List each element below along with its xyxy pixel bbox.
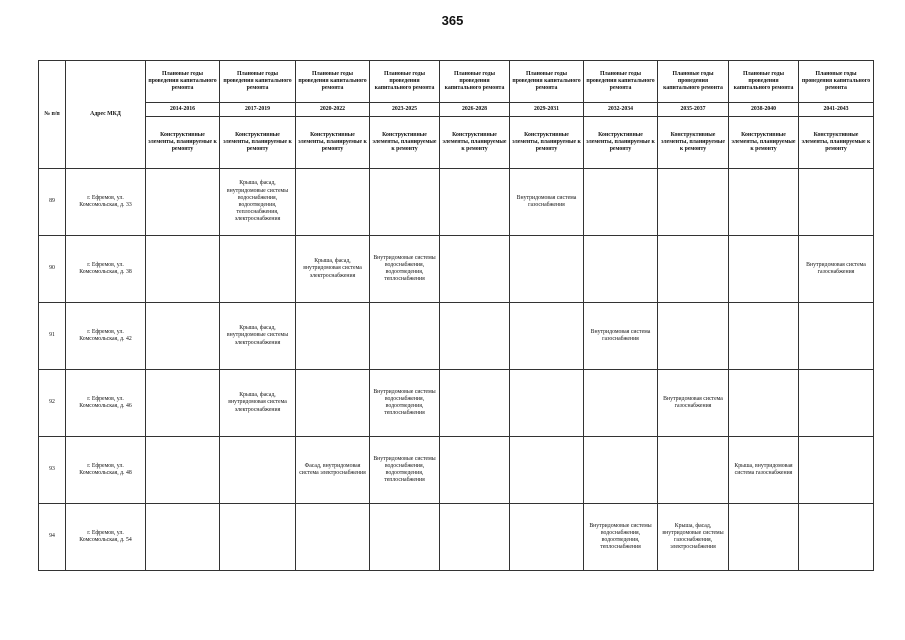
row-cell — [799, 303, 874, 370]
header-elements: Конструктивные элементы, планируемые к ремонту — [296, 117, 370, 169]
table-row — [39, 236, 874, 303]
row-cell: Внутридомовая система газоснабжения — [510, 169, 584, 236]
header-planned-years: Плановые годы проведения капитального ремонта — [658, 61, 729, 103]
header-period: 2014-2016 — [146, 103, 220, 117]
row-cell — [146, 504, 220, 571]
row-cell — [799, 437, 874, 504]
row-cell — [440, 236, 510, 303]
row-cell — [440, 303, 510, 370]
row-cell — [296, 370, 370, 437]
row-cell — [729, 169, 799, 236]
header-elements: Конструктивные элементы, планируемые к ремонту — [658, 117, 729, 169]
row-cell — [658, 236, 729, 303]
row-cell — [584, 370, 658, 437]
header-planned-years: Плановые годы проведения капитального ремонта — [220, 61, 296, 103]
row-num: 91 — [39, 303, 66, 370]
row-num: 92 — [39, 370, 66, 437]
row-cell — [146, 236, 220, 303]
header-period: 2029-2031 — [510, 103, 584, 117]
row-cell: Крыша, фасад, внутридомовая система электроснабжения — [220, 370, 296, 437]
header-planned-years: Плановые годы проведения капитального ремонта — [799, 61, 874, 103]
row-cell: Крыша, фасад, внутридомовая система электроснабжения — [296, 236, 370, 303]
row-cell — [296, 169, 370, 236]
header-planned-years: Плановые годы проведения капитального ремонта — [510, 61, 584, 103]
header-period: 2038-2040 — [729, 103, 799, 117]
row-cell: Крыша, фасад, внутридомовые системы электроснабжения — [220, 303, 296, 370]
header-planned-years: Плановые годы проведения капитального ремонта — [729, 61, 799, 103]
row-cell — [799, 504, 874, 571]
table-row — [39, 437, 874, 504]
header-period: 2041-2043 — [799, 103, 874, 117]
row-cell — [510, 236, 584, 303]
row-cell — [584, 236, 658, 303]
row-num: 93 — [39, 437, 66, 504]
row-cell — [658, 303, 729, 370]
row-cell — [146, 370, 220, 437]
row-cell — [220, 236, 296, 303]
table-row — [39, 504, 874, 571]
row-cell: Крыша, фасад, внутридомовые системы газоснабжения, электроснабжения — [658, 504, 729, 571]
header-period: 2023-2025 — [370, 103, 440, 117]
row-address: г. Ефремов, ул. Комсомольская, д. 54 — [66, 504, 146, 571]
row-address: г. Ефремов, ул. Комсомольская, д. 33 — [66, 169, 146, 236]
row-cell: Внутридомовая система газоснабжения — [799, 236, 874, 303]
header-elements: Конструктивные элементы, планируемые к ремонту — [440, 117, 510, 169]
row-cell — [729, 370, 799, 437]
header-planned-years: Плановые годы проведения капитального ремонта — [146, 61, 220, 103]
row-address: г. Ефремов, ул. Комсомольская, д. 38 — [66, 236, 146, 303]
row-cell — [799, 370, 874, 437]
row-cell — [370, 169, 440, 236]
row-cell — [370, 303, 440, 370]
row-cell — [440, 437, 510, 504]
row-cell — [799, 169, 874, 236]
header-num: № п/п — [39, 61, 66, 169]
header-address: Адрес МКД — [66, 61, 146, 169]
row-num: 89 — [39, 169, 66, 236]
row-cell: Крыша, фасад, внутридомовые системы водоснабжения, водоотведения, теплоснабжения, электроснабжения — [220, 169, 296, 236]
row-cell — [729, 303, 799, 370]
page-number: 365 — [441, 13, 464, 28]
header-planned-years: Плановые годы проведения капитального ремонта — [440, 61, 510, 103]
table-row — [39, 370, 874, 437]
row-cell — [658, 437, 729, 504]
row-cell — [729, 504, 799, 571]
row-cell — [220, 437, 296, 504]
header-elements: Конструктивные элементы, планируемые к ремонту — [220, 117, 296, 169]
row-cell: Внутридомовые системы водоснабжения, водоотведения, теплоснабжения — [370, 437, 440, 504]
row-cell — [296, 303, 370, 370]
header-period: 2032-2034 — [584, 103, 658, 117]
table-header — [39, 61, 874, 169]
header-period: 2035-2037 — [658, 103, 729, 117]
row-cell — [146, 169, 220, 236]
row-cell — [370, 504, 440, 571]
table-row — [39, 169, 874, 236]
row-cell — [729, 236, 799, 303]
row-cell: Внутридомовые системы водоснабжения, водоотведения, теплоснабжения — [584, 504, 658, 571]
row-cell — [510, 504, 584, 571]
row-cell — [510, 370, 584, 437]
row-address: г. Ефремов, ул. Комсомольская, д. 42 — [66, 303, 146, 370]
header-planned-years: Плановые годы проведения капитального ремонта — [584, 61, 658, 103]
row-cell — [658, 169, 729, 236]
row-cell: Внутридомовые системы водоснабжения, водоотведения, теплоснабжения — [370, 236, 440, 303]
row-cell — [510, 303, 584, 370]
header-period: 2026-2028 — [440, 103, 510, 117]
row-cell — [584, 169, 658, 236]
row-cell — [584, 437, 658, 504]
row-cell: Фасад, внутридомовая система электроснабжения — [296, 437, 370, 504]
row-cell — [440, 504, 510, 571]
row-cell: Внутридомовая система газоснабжения — [584, 303, 658, 370]
row-cell: Внутридомовая система газоснабжения — [658, 370, 729, 437]
header-elements: Конструктивные элементы, планируемые к ремонту — [729, 117, 799, 169]
capital-repair-plan-table — [38, 60, 874, 571]
row-cell — [146, 437, 220, 504]
header-planned-years: Плановые годы проведения капитального ремонта — [296, 61, 370, 103]
header-elements: Конструктивные элементы, планируемые к ремонту — [799, 117, 874, 169]
header-elements: Конструктивные элементы, планируемые к ремонту — [510, 117, 584, 169]
row-cell — [220, 504, 296, 571]
row-cell — [146, 303, 220, 370]
table-row — [39, 303, 874, 370]
row-cell — [296, 504, 370, 571]
row-cell — [440, 370, 510, 437]
header-elements: Конструктивные элементы, планируемые к ремонту — [146, 117, 220, 169]
header-planned-years: Плановые годы проведения капитального ремонта — [370, 61, 440, 103]
row-cell — [510, 437, 584, 504]
row-cell: Крыша, внутридомовая система газоснабжения — [729, 437, 799, 504]
table-body — [39, 169, 874, 571]
header-period: 2020-2022 — [296, 103, 370, 117]
row-address: г. Ефремов, ул. Комсомольская, д. 48 — [66, 437, 146, 504]
row-cell: Внутридомовые системы водоснабжения, водоотведения, теплоснабжения — [370, 370, 440, 437]
header-elements: Конструктивные элементы, планируемые к ремонту — [370, 117, 440, 169]
row-num: 94 — [39, 504, 66, 571]
row-cell — [440, 169, 510, 236]
row-address: г. Ефремов, ул. Комсомольская, д. 46 — [66, 370, 146, 437]
header-elements: Конструктивные элементы, планируемые к ремонту — [584, 117, 658, 169]
header-period: 2017-2019 — [220, 103, 296, 117]
row-num: 90 — [39, 236, 66, 303]
